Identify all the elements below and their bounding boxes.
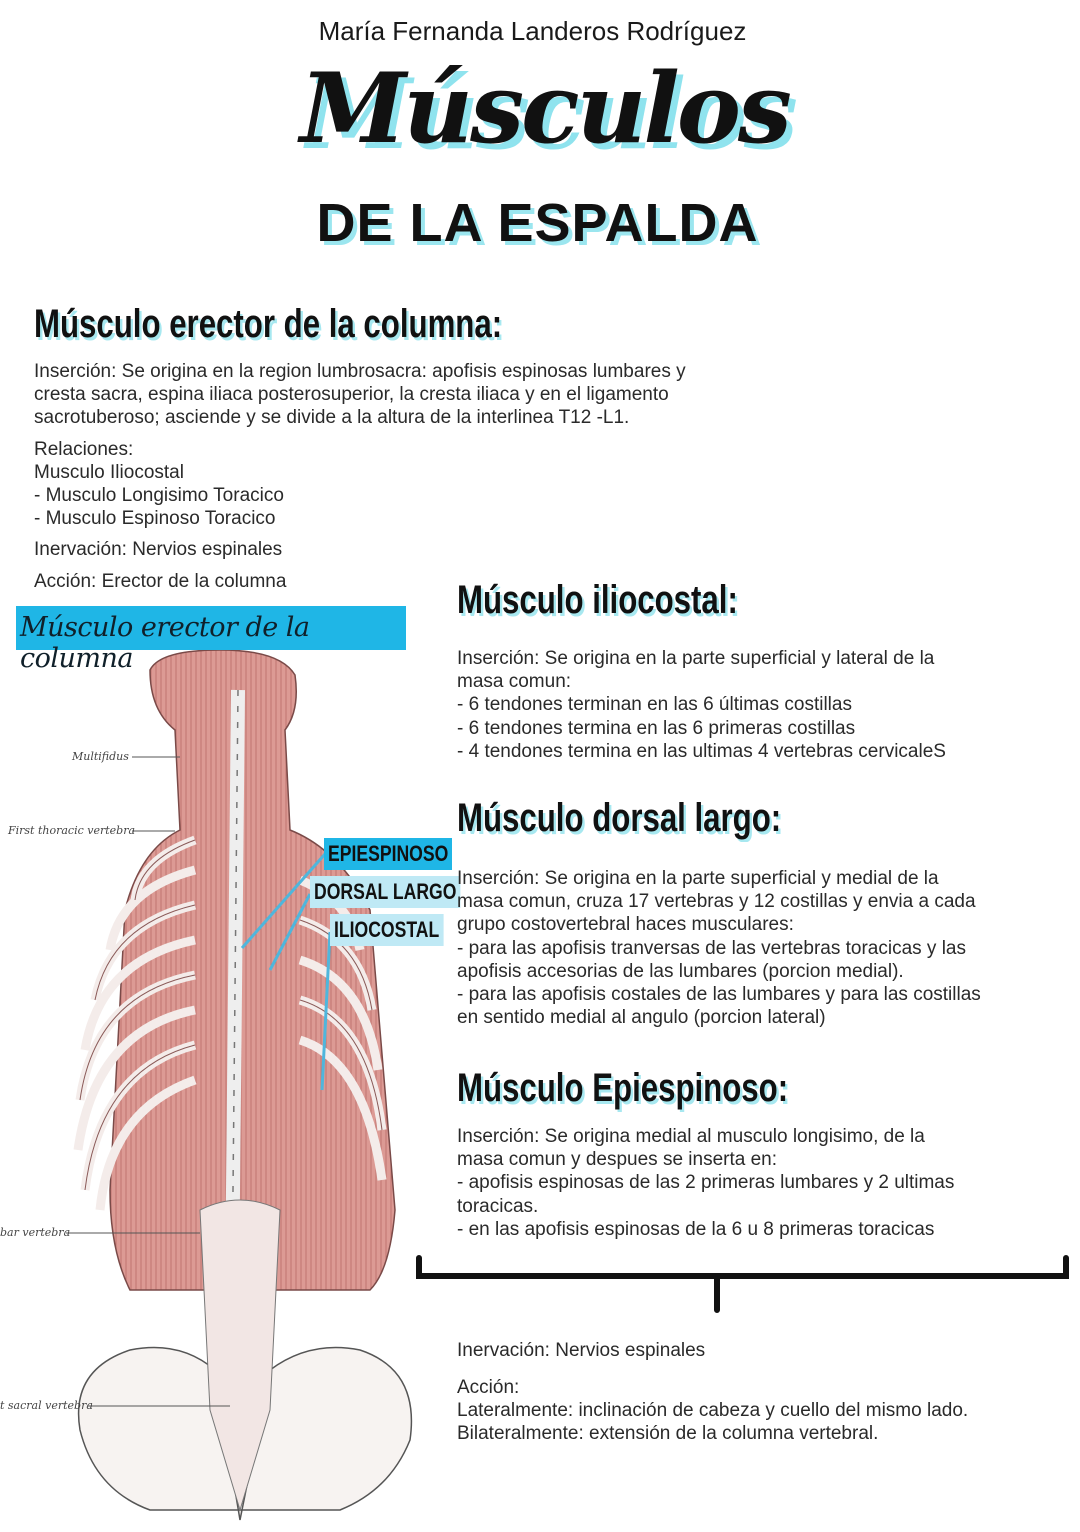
page-subtitle: DE LA ESPALDA <box>316 193 759 253</box>
dorsal-heading: Músculo dorsal largo: <box>457 796 782 840</box>
anatomy-label-first-thoracic: First thoracic vertebra <box>8 824 136 837</box>
epiespinoso-heading: Músculo Epiespinoso: <box>457 1066 789 1110</box>
iliocostal-heading: Músculo iliocostal: <box>457 578 738 622</box>
anatomy-label-lumbar: bar vertebra <box>0 1226 71 1239</box>
dorsal-text: Inserción: Se origina en la parte superficial y medial de la masa comun, cruza 17 vertebras y 12 costillas y envia a cada grupo costovertebral haces musculares: - para las apofisis tranversas de las vertebras toracicas y las apofisis accesorias de las lumbares (porcion medial). - para las apofisis costales de las lumbares y para las costillas en sentido medial al angulo (porcion lateral) <box>457 868 981 1029</box>
figure-banner <box>16 606 406 674</box>
erector-section <box>34 360 774 593</box>
erector-inervacion: Inervación: Nervios espinales <box>34 539 283 561</box>
label-dorsal-largo: DORSAL LARGO <box>310 876 460 908</box>
iliocostal-text: Inserción: Se origina en la parte superficial y lateral de la masa comun: - 6 tendones terminan en las 6 últimas costillas - 6 tendones termina en las 6 primeras costillas - 4 tendones termina en las ultimas 4 vertebras cervicaleS <box>457 648 946 762</box>
epiespinoso-text: Inserción: Se origina medial al musculo longisimo, de la masa comun y despues se inserta en: - apofisis espinosas de las 2 primeras lumbares y 2 ultimas toracicas. - en las apofisis espinosas de la 6 u 8 primeras toracicas <box>457 1126 955 1240</box>
erector-accion: Acción: Erector de la columna <box>34 570 287 592</box>
common-accion: Acción: Lateralmente: inclinación de cabeza y cuello del mismo lado. Bilateralmente: extensión de la columna vertebral. <box>457 1377 969 1445</box>
label-epiespinoso: EPIESPINOSO <box>324 838 452 870</box>
anatomy-illustration <box>0 650 440 1527</box>
common-inervacion: Inervación: Nervios espinales <box>457 1340 706 1361</box>
label-iliocostal: ILIOCOSTAL <box>330 914 443 946</box>
figure-banner-text: Músculo erector de la columna <box>20 612 310 674</box>
bracket-divider <box>414 1254 1074 1314</box>
erector-relaciones: Relaciones: Musculo Iliocostal - Musculo Longisimo Toracico - Musculo Espinoso Toracico <box>34 438 284 530</box>
anatomy-label-sacral: t sacral vertebra <box>0 1399 93 1412</box>
erector-insercion: Inserción: Se origina en la region lumbrosacra: apofisis espinosas lumbares y cresta sacra, espina iliaca posterosuperior, la cresta iliaca y en el ligamento sacrotuberoso; asciende y se divide a la altura de la interlinea T12 -L1. <box>34 361 686 429</box>
author-name: María Fernanda Landeros Rodríguez <box>318 16 747 46</box>
erector-heading: Músculo erector de la columna: <box>34 302 503 346</box>
back-muscles-drawing <box>0 650 440 1527</box>
anatomy-label-multifidus: Multifidus <box>72 750 129 763</box>
page-title: Músculos <box>300 52 789 165</box>
